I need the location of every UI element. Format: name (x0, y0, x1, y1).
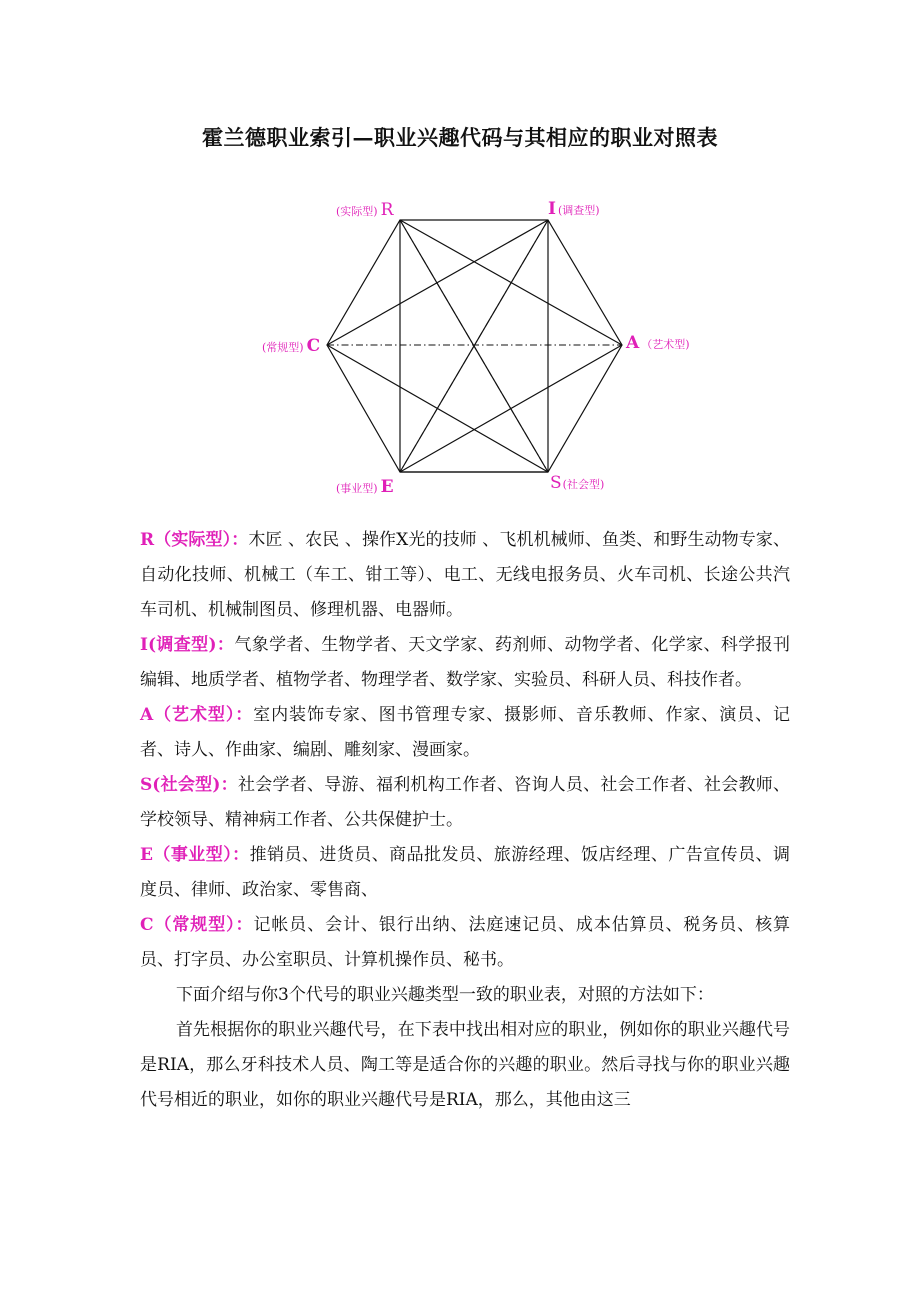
type-paragraph-i (140, 628, 790, 698)
type-text-c: 记帐员、会计、银行出纳、法庭速记员、成本估算员、税务员、核算员、打字员、办公室职员、计算机操作员、秘书。 (140, 915, 791, 970)
vertex-s-label (550, 475, 604, 492)
vertex-a-type: （艺术型) (641, 338, 690, 351)
vertex-i-type: (调查型) (557, 204, 600, 217)
intro-paragraph: 下面介绍与你3个代号的职业兴趣类型一致的职业表，对照的方法如下： (176, 985, 714, 1005)
type-paragraph-e (140, 838, 790, 908)
type-tag-r: R（实际型）： (140, 530, 249, 550)
type-tag-c: C（常规型）： (140, 915, 254, 935)
vertex-a-letter: A (626, 333, 640, 353)
type-paragraph-c (140, 908, 790, 978)
vertex-r-letter: R (380, 200, 394, 220)
type-text-s: 社会学者、导游、福利机构工作者、咨询人员、社会工作者、社会教师、学校领导、精神病工作者、公共保健护士。 (140, 775, 791, 830)
document-body (140, 523, 790, 1118)
vertex-s-type: (社会型) (562, 478, 605, 491)
vertex-i-label (548, 201, 600, 218)
method-paragraph: 首先根据你的职业兴趣代号，在下表中找出相对应的职业，例如你的职业兴趣代号是RIA，那么牙科技术人员、陶工等是适合你的兴趣的职业。然后寻找与你的职业兴趣代号相近的职业，如你的职业兴趣代号是RIA，那么，其他由这三 (140, 1020, 790, 1110)
vertex-s-letter: S (550, 473, 562, 493)
vertex-e-letter: E (380, 477, 394, 497)
vertex-c-letter: C (306, 336, 321, 356)
type-text-e: 推销员、进货员、商品批发员、旅游经理、饭店经理、广告宣传员、调度员、律师、政治家、零售商、 (140, 845, 790, 900)
vertex-c-type: (常规型) (262, 341, 304, 354)
holland-hexagon-diagram (250, 190, 710, 510)
type-tag-i: I(调查型)： (140, 635, 235, 655)
vertex-e-label (336, 479, 394, 496)
vertex-c-label (262, 338, 320, 355)
type-paragraph-s (140, 768, 790, 838)
vertex-i-letter: I (548, 199, 556, 219)
page-title: 霍兰德职业索引—职业兴趣代码与其相应的职业对照表 (202, 125, 718, 150)
type-paragraph-r (140, 523, 790, 628)
type-paragraph-a (140, 698, 790, 768)
type-text-r: 木匠 、农民 、操作X光的技师 、飞机机械师、鱼类、和野生动物专家、自动化技师、机械工（车工、钳工等）、电工、无线电报务员、火车司机、长途公共汽车司机、机械制图员、修理机器、电器师。 (140, 530, 790, 620)
type-tag-a: A（艺术型）： (140, 705, 254, 725)
vertex-r-type: (实际型) (336, 205, 378, 218)
vertex-a-label (626, 335, 690, 352)
vertex-r-label (336, 202, 393, 219)
type-text-a: 室内装饰专家、图书管理专家、摄影师、音乐教师、作家、演员、记者、诗人、作曲家、编剧、雕刻家、漫画家。 (140, 705, 790, 760)
type-tag-e: E（事业型）： (140, 845, 250, 865)
vertex-e-type: (事业型) (336, 482, 378, 495)
type-text-i: 气象学者、生物学者、天文学家、药剂师、动物学者、化学家、科学报刊编辑、地质学者、植物学者、物理学者、数学家、实验员、科研人员、科技作者。 (140, 635, 791, 690)
diag-i-c (327, 220, 548, 345)
type-tag-s: S(社会型)： (140, 775, 238, 795)
